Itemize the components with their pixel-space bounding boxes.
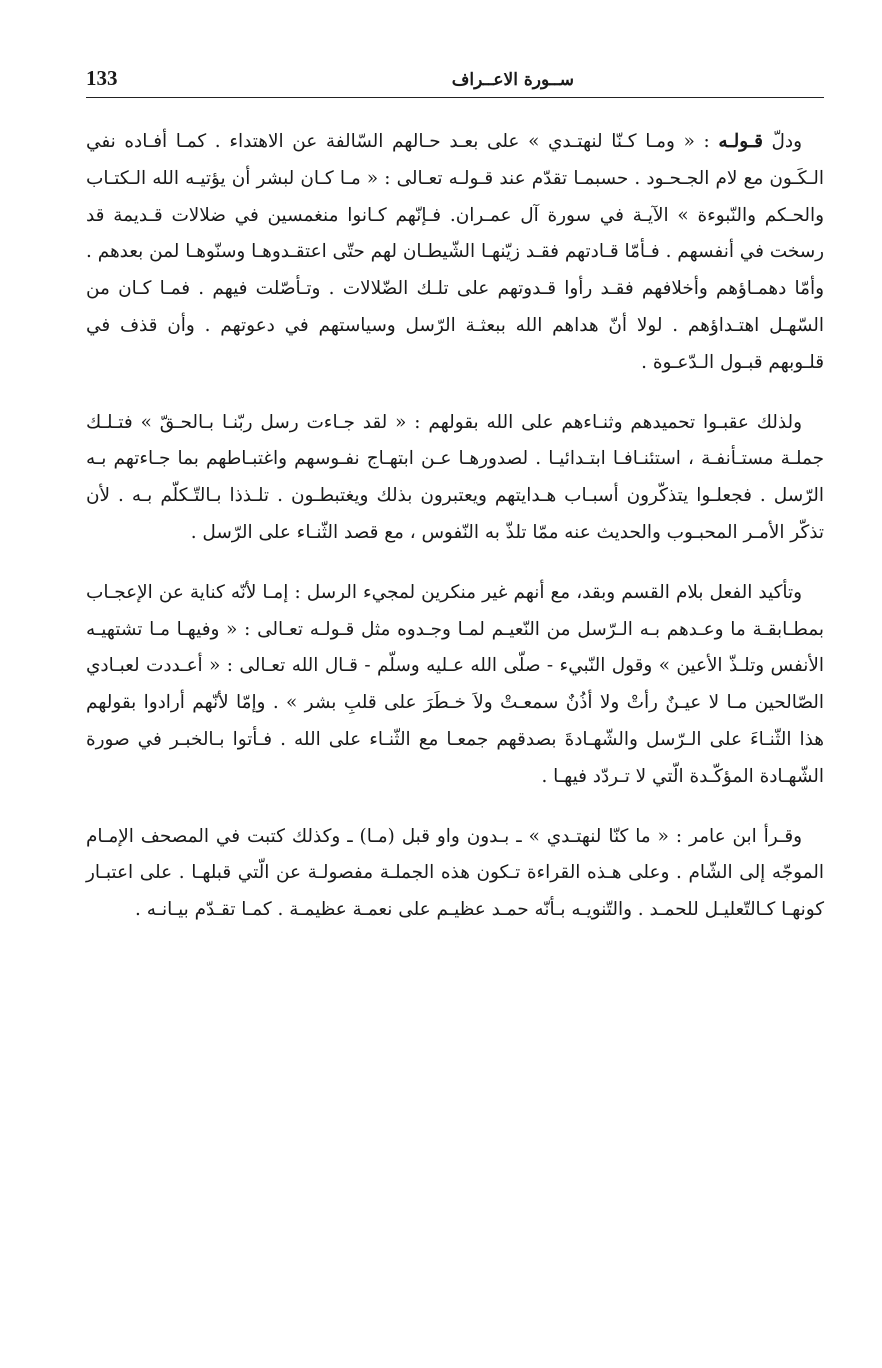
page-header (86, 66, 824, 100)
paragraph-1 (86, 124, 824, 382)
header-rule (86, 97, 824, 98)
paragraph-text: : « ومـا كـنّا لنهتـدي » على بعـد حـالهم السّالفة عن الاهتداء . كمـا أفـاده نفي الـكَـون مع لام الجـحـود . حسبمـا تقدّم عند قـولـه تعـالى : « مـا كـان لبشر أن يؤتيـه الله الـكتـاب والحـكم والنّبوءة » الآيـة في سورة آل عمـران. فـإنّهم كـانوا منغمسين في ضلالات قـديمة قد رسخت في أنفسهم . فـأمّا قـادتهم فقـد زيّنهـا الشّيطـان لهم حتّى اعتقـدوهـا وسنّوهـا لمن بعدهم . وأمّا دهمـاؤهم وأخلافهم فقـد رأوا قـدوتهم على تلـك الضّلالات . وتـأصّلت فيهم . فمـا كـان من السّهـل اهتـداؤهم . لولا أنّ هداهم الله ببعثـة الرّسل وسياستهم في دعوتهم . وأن قذف في قلـوبهم قبـول الـدّعـوة . (86, 131, 824, 373)
body-text (86, 124, 824, 952)
page-number: 133 (86, 66, 118, 90)
paragraph-3 (86, 575, 824, 796)
paragraph-lead: ودلّ (771, 131, 802, 152)
paragraph-keyword: قـولـه (718, 131, 763, 152)
paragraph-text: وتأكيد الفعل بلام القسم وبقد، مع أنهم غير منكرين لمجيء الرسل : إمـا لأنّه كناية عن الإعجـاب بمطـابقـة ما وعـدهم بـه الـرّسل من النّعيـم لمـا وجـدوه مثل قـولـه تعـالى : « وفيهـا مـا تشتهيـه الأنفس وتلـذّ الأعين » وقول النّبيء - صلّى الله عـليه وسلّم - قـال الله تعـالى : « أعـددت لعبـادي الصّالحين مـا لا عيـنٌ رأتْ ولا أذُنٌ سمعـتْ ولاَ خـطَرَ على قلبِ بشر » . وإمّا لأنّهم أرادوا بقولهم هذا الثّنـاءَ على الـرّسل والشّهـادةَ بصدقهم جمعـا مع الثّنـاء على الله . فـأتوا بـالخبـر في صورة الشّهـادة المؤكّـدة الّتي لا تـردّد فيهـا . (86, 581, 824, 787)
paragraph-2 (86, 405, 824, 552)
running-title: ســورة الاعــراف (451, 70, 574, 90)
paragraph-text: وقـرأ ابن عامر : « ما كنّا لنهتـدي » ـ بـدون واو قبل (مـا) ـ وكذلك كتبت في المصحف الإمـام الموجّه إلى الشّام . وعلى هـذه القراءة تـكون هذه الجملـة مفصولـة عن الّتي قبلهـا . على اعتبـار كونهـا كـالتّعليـل للحمـد . والتّنويـه بـأنّه حمـد عظيـم على نعمـة عظيمـة . كمـا تقـدّم بيـانـه . (86, 825, 824, 921)
paragraph-text: ولذلك عقبـوا تحميدهم وثنـاءهم على الله بقولهم : « لقد جـاءت رسل ربّنـا بـالحـقّ » فتـلـك جملـة مستـأنفـة ، استئنـافـا ابتـدائيـا . لصدورهـا عـن ابتهـاج نفـوسهم واغتبـاطهم بما جـاءتهم بـه الرّسل . فجعلـوا يتذكّرون أسبـاب هـدايتهم ويعتبرون بذلك ويغتبطـون . تلـذذا بـالتّـكلّم بـه . لأن تذكّر الأمـر المحبـوب والحديث عنه ممّا تلذّ به النّفوس ، مع قصد الثّنـاء على الرّسل . (86, 411, 824, 543)
paragraph-4 (86, 819, 824, 929)
